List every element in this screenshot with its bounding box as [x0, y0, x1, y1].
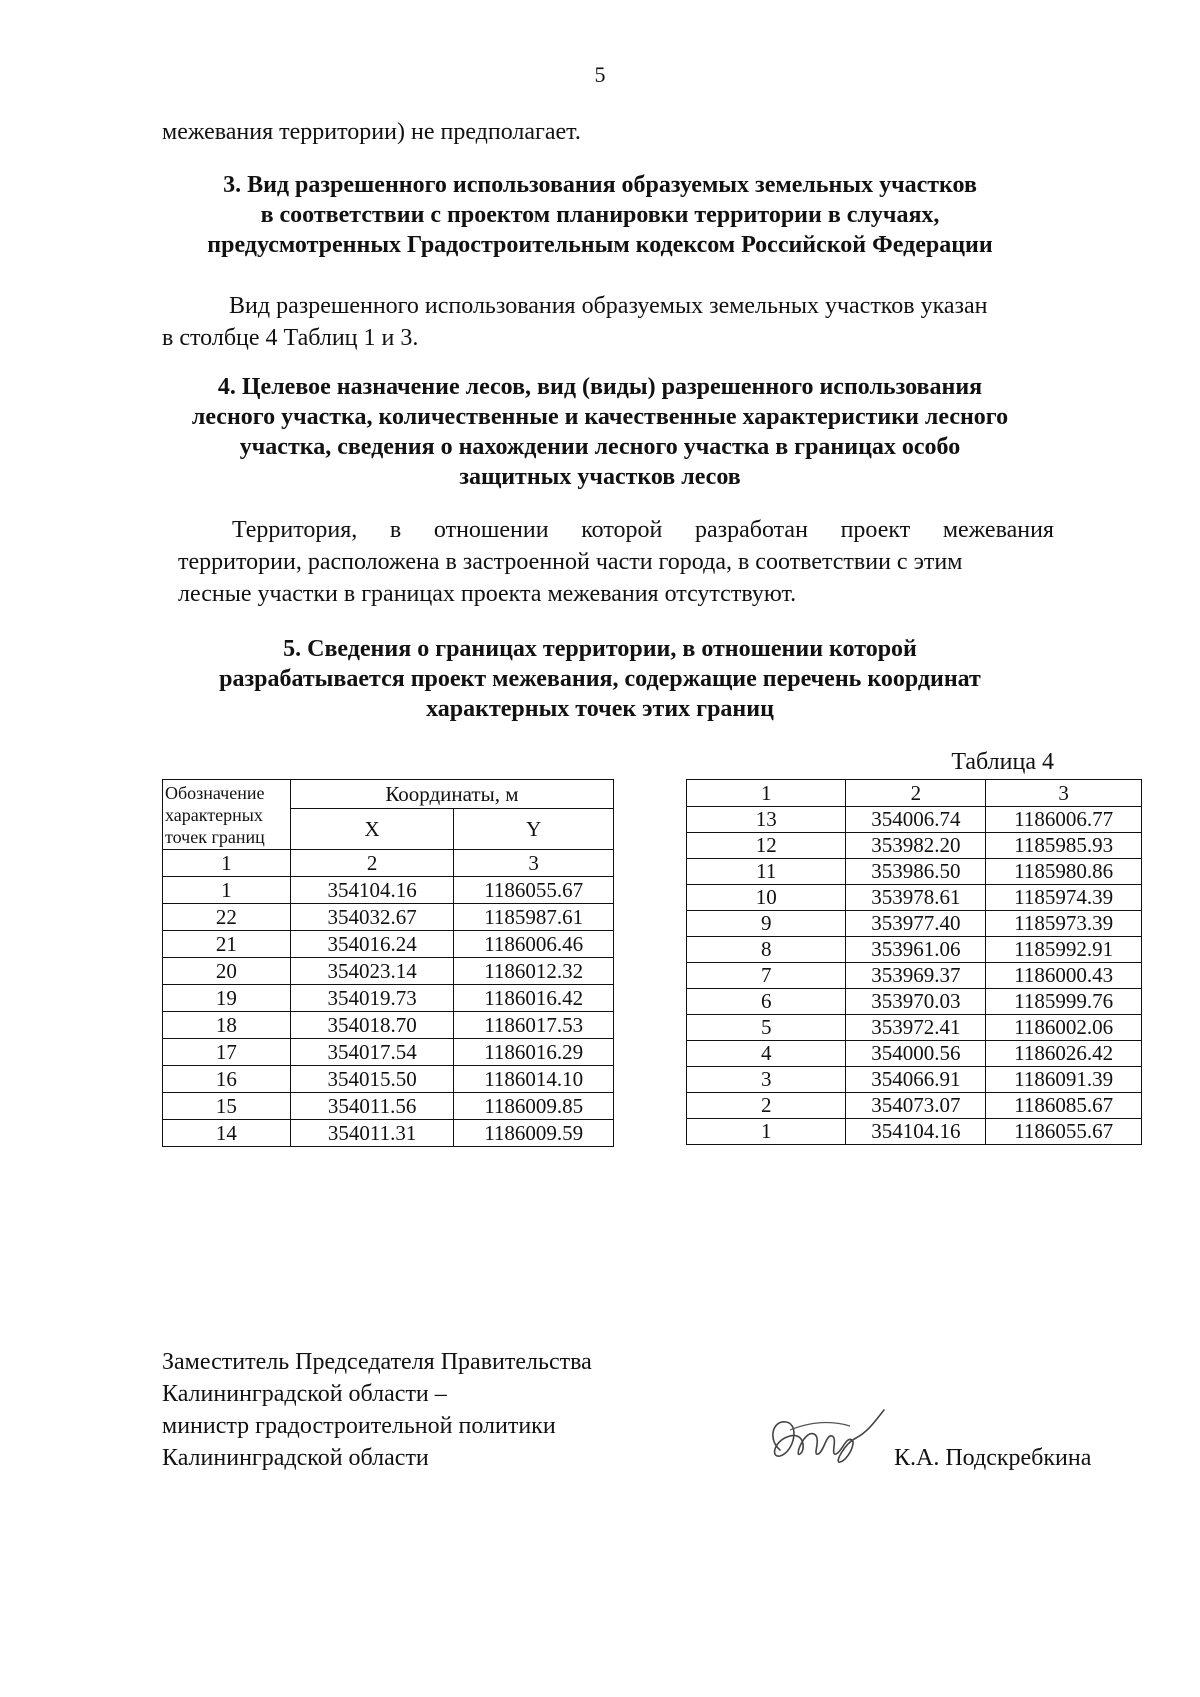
col-number: 1 — [687, 780, 846, 807]
point-id-cell: 1 — [163, 877, 291, 904]
y-coordinate-cell: 1186006.46 — [454, 931, 614, 958]
y-coordinate-cell: 1185974.39 — [986, 885, 1142, 911]
y-header: Y — [454, 809, 614, 850]
point-id-cell: 19 — [163, 985, 291, 1012]
point-id-cell: 2 — [687, 1093, 846, 1119]
col-number: 3 — [454, 850, 614, 877]
x-coordinate-cell: 354023.14 — [290, 958, 454, 985]
heading-line: участка, сведения о нахождении лесного участка в границах особо — [239, 434, 961, 460]
signatory-name: К.А. Подскребкина — [894, 1445, 1092, 1471]
table-row — [687, 1119, 1142, 1145]
signatory-title — [162, 1346, 592, 1474]
x-coordinate-cell: 354016.24 — [290, 931, 454, 958]
y-coordinate-cell: 1186014.10 — [454, 1066, 614, 1093]
heading-line: 3. Вид разрешенного использования образуемых земельных участков — [223, 172, 977, 198]
col-number: 1 — [163, 850, 291, 877]
x-coordinate-cell: 354032.67 — [290, 904, 454, 931]
col-number: 2 — [846, 780, 986, 807]
heading-line: в соответствии с проектом планировки территории в случаях, — [260, 202, 940, 228]
y-coordinate-cell: 1186006.77 — [986, 807, 1142, 833]
word: в — [389, 517, 402, 543]
x-coordinate-cell: 353978.61 — [846, 885, 986, 911]
y-coordinate-cell: 1186055.67 — [986, 1119, 1142, 1145]
point-id-cell: 6 — [687, 989, 846, 1015]
point-id-cell: 10 — [687, 885, 846, 911]
word: разработан — [694, 517, 808, 543]
text-line: Вид разрешенного использования образуемых земельных участков указан — [229, 293, 988, 319]
coords-table-left — [162, 779, 614, 1147]
table-row — [163, 985, 614, 1012]
heading-line: 4. Целевое назначение лесов, вид (виды) разрешенного использования — [217, 374, 983, 400]
x-coordinate-cell: 353982.20 — [846, 833, 986, 859]
table-row — [687, 911, 1142, 937]
coords-header: Координаты, м — [290, 780, 613, 809]
table-row — [687, 963, 1142, 989]
x-coordinate-cell: 354000.56 — [846, 1041, 986, 1067]
y-coordinate-cell: 1186016.42 — [454, 985, 614, 1012]
heading-line: предусмотренных Градостроительным кодексом Российской Федерации — [207, 232, 993, 258]
point-id-cell: 14 — [163, 1120, 291, 1147]
y-coordinate-cell: 1186091.39 — [986, 1067, 1142, 1093]
x-coordinate-cell: 354019.73 — [290, 985, 454, 1012]
table-row — [163, 877, 614, 904]
point-id-cell: 13 — [687, 807, 846, 833]
x-coordinate-cell: 353970.03 — [846, 989, 986, 1015]
point-id-cell: 8 — [687, 937, 846, 963]
point-id-cell: 7 — [687, 963, 846, 989]
table-row — [163, 1039, 614, 1066]
section3-heading — [150, 170, 1050, 260]
x-coordinate-cell: 354011.31 — [290, 1120, 454, 1147]
table-row — [163, 1120, 614, 1147]
coords-table-right — [686, 779, 1142, 1145]
section4-heading — [150, 372, 1050, 492]
section5-heading — [150, 634, 1050, 724]
table-row — [163, 904, 614, 931]
y-coordinate-cell: 1185987.61 — [454, 904, 614, 931]
y-coordinate-cell: 1186000.43 — [986, 963, 1142, 989]
table-row — [687, 885, 1142, 911]
x-coordinate-cell: 354104.16 — [846, 1119, 986, 1145]
word: межевания — [942, 517, 1054, 543]
table-row — [687, 807, 1142, 833]
point-id-cell: 17 — [163, 1039, 291, 1066]
table-row — [687, 937, 1142, 963]
y-coordinate-cell: 1185985.93 — [986, 833, 1142, 859]
y-coordinate-cell: 1185973.39 — [986, 911, 1142, 937]
word: которой — [581, 517, 663, 543]
point-id-cell: 9 — [687, 911, 846, 937]
word: Территория, — [232, 517, 358, 543]
y-coordinate-cell: 1185992.91 — [986, 937, 1142, 963]
y-coordinate-cell: 1186009.85 — [454, 1093, 614, 1120]
y-coordinate-cell: 1185999.76 — [986, 989, 1142, 1015]
x-coordinate-cell: 354018.70 — [290, 1012, 454, 1039]
signatory-title-line: Калининградской области – — [162, 1381, 447, 1407]
point-id-cell: 4 — [687, 1041, 846, 1067]
text-line: лесные участки в границах проекта межевания отсутствуют. — [178, 581, 797, 607]
point-id-cell: 15 — [163, 1093, 291, 1120]
table-row — [163, 931, 614, 958]
y-coordinate-cell: 1186085.67 — [986, 1093, 1142, 1119]
word: отношении — [433, 517, 549, 543]
point-id-cell: 20 — [163, 958, 291, 985]
heading-line: разрабатывается проект межевания, содержащие перечень координат — [219, 666, 981, 692]
page-number: 5 — [594, 62, 606, 87]
table-label: Таблица 4 — [951, 749, 1054, 775]
point-id-cell: 12 — [687, 833, 846, 859]
heading-line: лесного участка, количественные и качественные характеристики лесного — [191, 404, 1009, 430]
y-coordinate-cell: 1186017.53 — [454, 1012, 614, 1039]
table-row — [163, 1012, 614, 1039]
text-line — [178, 514, 1054, 546]
x-coordinate-cell: 354073.07 — [846, 1093, 986, 1119]
y-coordinate-cell: 1186002.06 — [986, 1015, 1142, 1041]
point-id-cell: 18 — [163, 1012, 291, 1039]
y-coordinate-cell: 1186026.42 — [986, 1041, 1142, 1067]
x-coordinate-cell: 353961.06 — [846, 937, 986, 963]
text-line: территории, расположена в застроенной части города, в соответствии с этим — [178, 549, 963, 575]
x-coordinate-cell: 354006.74 — [846, 807, 986, 833]
intro-line: межевания территории) не предполагает. — [162, 119, 581, 145]
heading-line: защитных участков лесов — [459, 464, 741, 490]
col-number: 2 — [290, 850, 454, 877]
heading-line: 5. Сведения о границах территории, в отношении которой — [283, 636, 917, 662]
y-coordinate-cell: 1186012.32 — [454, 958, 614, 985]
signatory-title-line: Калининградской области — [162, 1445, 429, 1471]
y-coordinate-cell: 1185980.86 — [986, 859, 1142, 885]
table-row — [687, 1041, 1142, 1067]
y-coordinate-cell: 1186055.67 — [454, 877, 614, 904]
y-coordinate-cell: 1186016.29 — [454, 1039, 614, 1066]
point-id-cell: 5 — [687, 1015, 846, 1041]
point-id-cell: 3 — [687, 1067, 846, 1093]
table-row — [163, 1066, 614, 1093]
y-coordinate-cell: 1186009.59 — [454, 1120, 614, 1147]
table-row — [687, 989, 1142, 1015]
signatory-title-line: министр градостроительной политики — [162, 1413, 556, 1439]
point-id-cell: 16 — [163, 1066, 291, 1093]
table-row — [687, 1015, 1142, 1041]
point-id-cell: 1 — [687, 1119, 846, 1145]
x-coordinate-cell: 354017.54 — [290, 1039, 454, 1066]
section4-text — [178, 514, 1054, 610]
point-id-cell: 11 — [687, 859, 846, 885]
table-row — [163, 1093, 614, 1120]
table-row — [687, 1093, 1142, 1119]
table-row — [687, 833, 1142, 859]
section3-text — [162, 290, 1054, 354]
x-coordinate-cell: 353969.37 — [846, 963, 986, 989]
point-label-header: Обозначение характерных точек границ — [163, 780, 291, 850]
handwritten-signature — [760, 1400, 890, 1480]
table-row — [163, 958, 614, 985]
x-coordinate-cell: 354104.16 — [290, 877, 454, 904]
x-coordinate-cell: 353977.40 — [846, 911, 986, 937]
x-header: X — [290, 809, 454, 850]
point-id-cell: 22 — [163, 904, 291, 931]
x-coordinate-cell: 353986.50 — [846, 859, 986, 885]
x-coordinate-cell: 354066.91 — [846, 1067, 986, 1093]
x-coordinate-cell: 353972.41 — [846, 1015, 986, 1041]
x-coordinate-cell: 354011.56 — [290, 1093, 454, 1120]
table-row — [687, 1067, 1142, 1093]
x-coordinate-cell: 354015.50 — [290, 1066, 454, 1093]
text-line: в столбце 4 Таблиц 1 и 3. — [162, 325, 419, 351]
point-id-cell: 21 — [163, 931, 291, 958]
word: проект — [840, 517, 911, 543]
col-number: 3 — [986, 780, 1142, 807]
table-row — [687, 859, 1142, 885]
heading-line: характерных точек этих границ — [426, 696, 774, 722]
signatory-title-line: Заместитель Председателя Правительства — [162, 1349, 592, 1375]
